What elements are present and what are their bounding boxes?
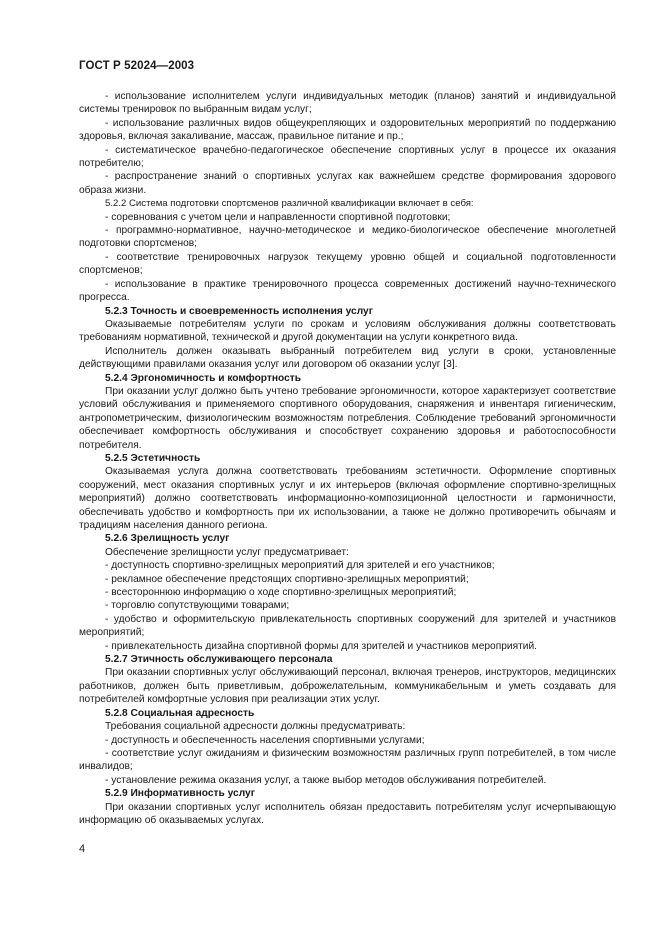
document-header: ГОСТ Р 52024—2003 (79, 60, 195, 72)
section-heading: 5.2.6 Зрелищность услуг (105, 533, 230, 545)
paragraph: При оказании услуг должно быть учтено требование эргономичности, которое характеризует соответствие условий обслуживания и применяемого спортивного оборудования, снаряжения и инвентаря гигиеническим, антропометрическим, физиологическим возможностям потребления. Соблюдение требований эргономичности обеспечивает комфортность обслуживания и способствует сохранению здоровья и работоспособности потребителя. (79, 385, 616, 451)
paragraph: - привлекательность дизайна спортивной формы для зрителей и участников мероприятий. (105, 640, 537, 652)
paragraph: - использование в практике тренировочного процесса современных достижений научно-технического прогресса. (79, 278, 616, 304)
section-heading: 5.2.8 Социальная адресность (105, 707, 255, 719)
paragraph: - соответствие тренировочных нагрузок текущему уровню общей и социальной подготовленности спортсменов; (79, 251, 616, 277)
section-heading: 5.2.3 Точность и своевременность исполнения услуг (105, 305, 373, 317)
paragraph: - установление режима оказания услуг, а также выбор методов обслуживания потребителей. (105, 774, 547, 786)
section-heading: 5.2.5 Эстетичность (105, 452, 201, 464)
paragraph: - соответствие услуг ожиданиям и физическим возможностям различных групп потребителей, в том числе инвалидов; (79, 747, 616, 773)
paragraph: Оказываемые потребителям услуги по срокам и условиям обслуживания должны соответствовать требованиям нормативной, технической и другой документации на услуги конкретного вида. (79, 318, 616, 344)
paragraph: - всестороннюю информацию о ходе спортивно-зрелищных мероприятий; (105, 587, 457, 599)
paragraph: Исполнитель должен оказывать выбранный потребителем вид услуги в сроки, установленные действующими правилами оказания услуг или договором об оказании услуг [3]. (79, 345, 616, 371)
paragraph: - удобство и оформительскую привлекательность спортивных сооружений для зрителей и участников мероприятий; (79, 613, 616, 639)
page-number: 4 (79, 843, 86, 855)
paragraph: - соревнования с учетом цели и направленности спортивной подготовки; (105, 211, 451, 223)
section-heading: 5.2.7 Этичность обслуживающего персонала (105, 654, 333, 666)
paragraph: - программно-нормативное, научно-методическое и медико-биологическое обеспечение многолетней подготовки спортсменов; (79, 225, 616, 250)
paragraph: При оказании спортивных услуг обслуживающий персонал, включая тренеров, инструкторов, медицинских работников, должен быть приветливым, доброжелательным, коммуникабельным и уметь создавать для потребителей комфортные условия при реализации этих услуг. (79, 667, 616, 706)
section-heading: 5.2.4 Эргономичность и комфортность (105, 372, 302, 384)
document-body (79, 90, 616, 827)
paragraph: - распространение знаний о спортивных услугах как важнейшем средстве формирования здорового образа жизни. (79, 171, 616, 196)
paragraph: - рекламное обеспечение предстоящих спортивно-зрелищных мероприятий; (105, 573, 469, 585)
paragraph: 5.2.2 Система подготовки спортсменов различной квалификации включает в себя: (105, 198, 474, 210)
paragraph: Требования социальной адресности должны предусматривать: (105, 721, 406, 733)
paragraph: Обеспечение зрелищности услуг предусматривает: (105, 546, 349, 558)
paragraph: - систематическое врачебно-педагогическое обеспечение спортивных услуг в процессе их оказания потребителю; (79, 144, 616, 170)
paragraph: - использование исполнителем услуги индивидуальных методик (планов) занятий и индивидуальной системы тренировок по выбранным видам услуг; (79, 91, 616, 116)
paragraph: - доступность и обеспеченность населения спортивными услугами; (105, 734, 425, 746)
paragraph: Оказываемая услуга должна соответствовать требованиям эстетичности. Оформление спортивных сооружений, мест оказания спортивных услуг и их интерьеров (включая оформление спортивно-зрелищных мероприятий) должно соответствовать информационно-композиционной целостности и гармоничности, обеспечивать удобство и комфортность при их использовании, а также не должно противоречить обычаям и традициям населения данного региона. (79, 466, 616, 531)
paragraph: - использование различных видов общеукрепляющих и оздоровительных мероприятий по поддержанию здоровья, включая закаливание, массаж, правильное питание и пр.; (79, 117, 616, 143)
section-heading: 5.2.9 Информативность услуг (105, 788, 255, 800)
paragraph: - торговлю сопутствующими товарами; (105, 600, 290, 612)
paragraph: При оказании спортивных услуг исполнитель обязан предоставить потребителям услуг исчерпывающую информацию об оказываемых услугах. (79, 801, 616, 826)
paragraph: - доступность спортивно-зрелищных мероприятий для зрителей и его участников; (105, 560, 495, 572)
